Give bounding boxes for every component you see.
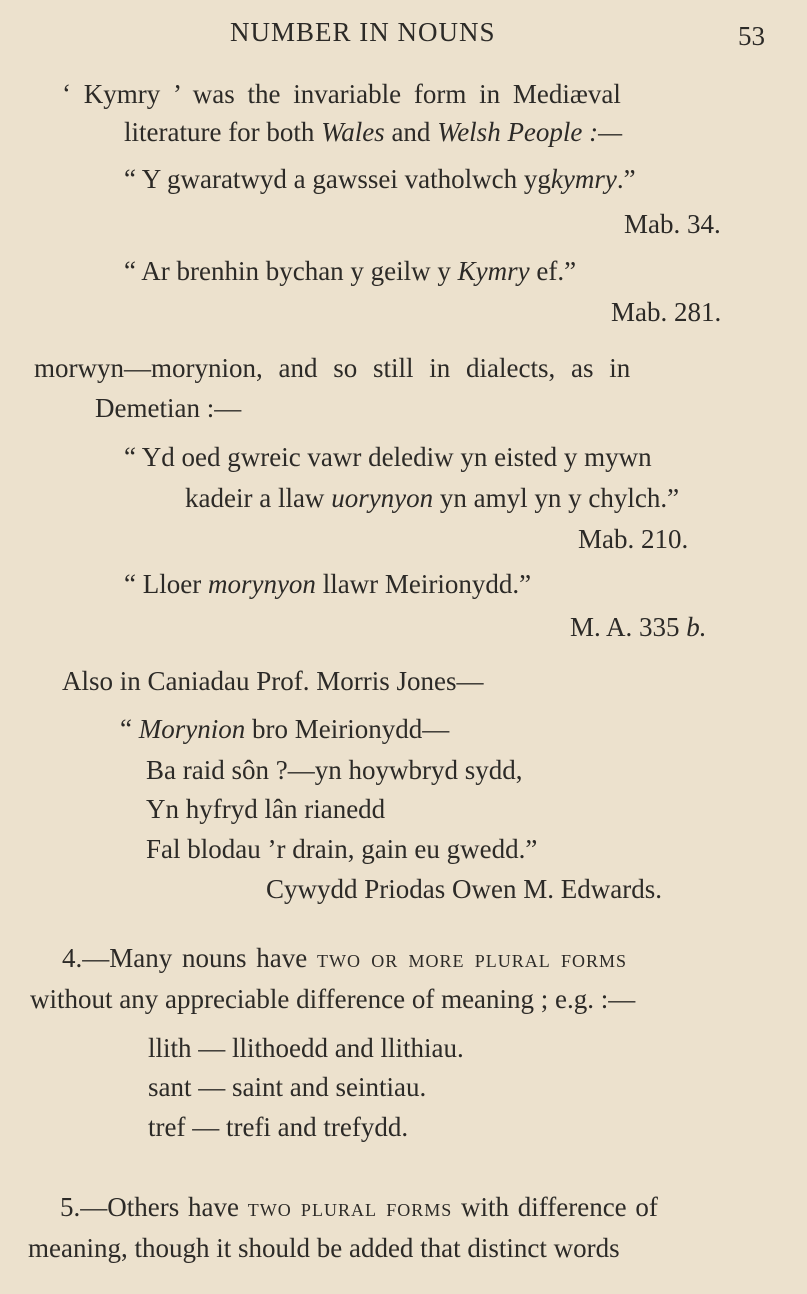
citation: Cywydd Priodas Owen M. Edwards. bbox=[266, 874, 662, 904]
quote-line: “ Lloer morynyon llawr Meirionydd.” bbox=[124, 569, 532, 599]
text-line: ‘ Kymry ’ was the invariable form in Mediæval bbox=[62, 79, 621, 109]
citation: Mab. 281. bbox=[611, 297, 722, 327]
citation: M. A. 335 b. bbox=[570, 612, 707, 642]
page-number: 53 bbox=[738, 21, 765, 51]
citation: Mab. 210. bbox=[578, 524, 689, 554]
text-line: meaning, though it should be added that distinct words bbox=[28, 1233, 620, 1263]
running-head: NUMBER IN NOUNS bbox=[230, 17, 496, 47]
text-line: literature for both Wales and Welsh People :— bbox=[124, 117, 623, 147]
text-line: Also in Caniadau Prof. Morris Jones— bbox=[62, 666, 484, 696]
text-line: 5.—Others have two plural forms with difference of bbox=[60, 1192, 658, 1222]
text-line: Demetian :— bbox=[95, 393, 242, 423]
quote-line: “ Y gwaratwyd a gawssei vatholwch ygkymry.” bbox=[124, 164, 636, 194]
quote-line: kadeir a llaw uorynyon yn amyl yn y chylch.” bbox=[185, 483, 680, 513]
text-line: without any appreciable difference of meaning ; e.g. :— bbox=[30, 984, 636, 1014]
quote-line: “ Yd oed gwreic vawr delediw yn eisted y mywn bbox=[124, 442, 652, 472]
quote-line: “ Ar brenhin bychan y geilw y Kymry ef.” bbox=[124, 256, 577, 286]
text-line: 4.—Many nouns have two or more plural forms bbox=[62, 943, 627, 973]
poem-line: “ Morynion bro Meirionydd— bbox=[120, 714, 450, 744]
poem-line: Ba raid sôn ?—yn hoywbryd sydd, bbox=[146, 755, 523, 785]
text-line: morwyn—morynion, and so still in dialects, as in bbox=[34, 353, 631, 383]
example-line: llith — llithoedd and llithiau. bbox=[148, 1033, 464, 1063]
poem-line: Yn hyfryd lân rianedd bbox=[146, 794, 386, 824]
example-line: sant — saint and seintiau. bbox=[148, 1072, 427, 1102]
citation: Mab. 34. bbox=[624, 209, 721, 239]
example-line: tref — trefi and trefydd. bbox=[148, 1112, 409, 1142]
poem-line: Fal blodau ’r drain, gain eu gwedd.” bbox=[146, 834, 538, 864]
